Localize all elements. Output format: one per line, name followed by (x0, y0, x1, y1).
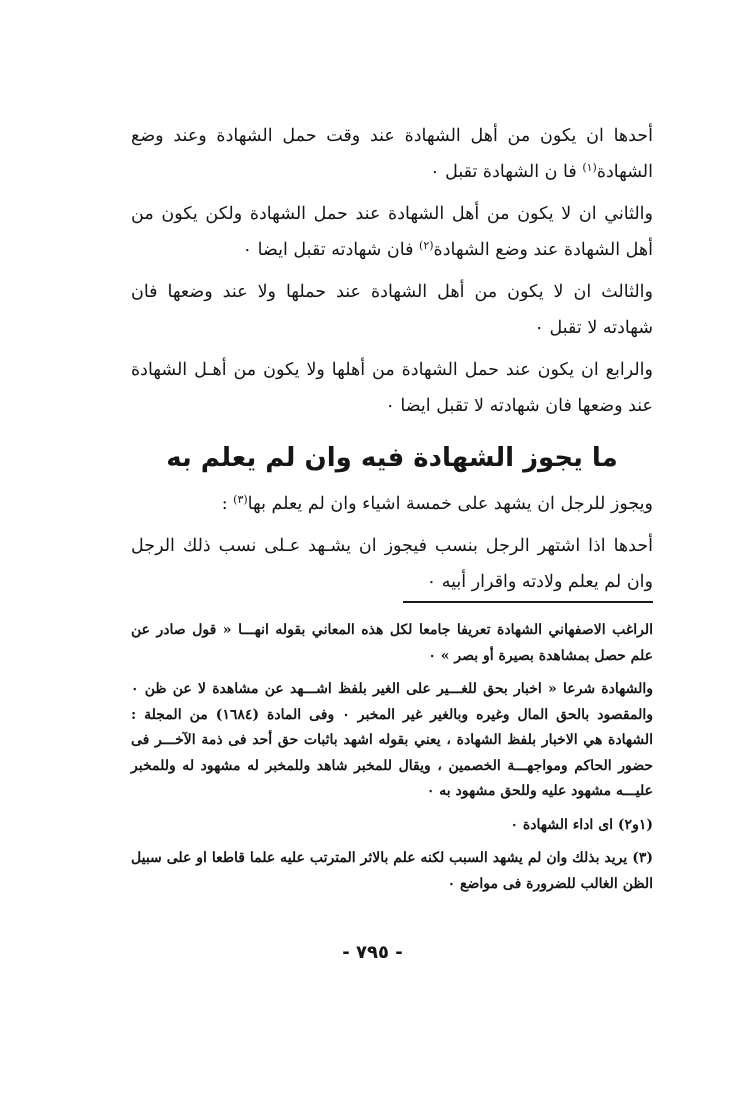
footnote-divider (403, 601, 653, 603)
paragraph-lineage: أحدها اذا اشتهر الرجل بنسب فيجوز ان يشـهد عـلى نسب ذلك الرجل وان لم يعلم ولادته واقرار أبيه ٠ (131, 536, 653, 592)
footnote-ref-1: (١) (582, 161, 597, 174)
paragraph-text-end: فان شهادته تقبل ايضا ٠ (242, 240, 420, 260)
footnote-legal-definition: والشهادة شرعا « اخبار بحق للغـــير على الغير بلفظ اشـــهد عن مشاهدة لا عن ظن ٠ والمقصود بالحق المال وغيره وبالغير غير المخبر ٠ وفى المادة (١٦٨٤) من المجلة : الشهادة هي الاخبار بلفظ الشهادة ، يعني بقوله اشهد باثبات حق أحد فى ذمة الآخـــر فى حضور الحاكم ومواجهـــة الخصمين ، ويقال للمخبر شاهد وللمخبر له مشهود له وللمخبر عليـــه مشهود عليه وللحق مشهود به ٠ (131, 681, 654, 799)
paragraph-text-end: : (221, 494, 234, 514)
paragraph-five-things (131, 486, 653, 522)
footnote-1-2: (١و٢) اى اداء الشهادة ٠ (510, 816, 653, 833)
paragraph-third-case: والثالث ان لا يكون من أهل الشهادة عند حملها ولا عند وضعها فان شهادته لا تقبل ٠ (131, 282, 653, 338)
paragraph-text: ويجوز للرجل ان يشهد على خمسة اشياء وان لم يعلم بها (247, 494, 653, 514)
footnotes (131, 618, 653, 905)
paragraph-fourth-case: والرابع ان يكون عند حمل الشهادة من أهلها ولا يكون من أهـل الشهادة عند وضعها فان شهادته لا تقبل ايضا ٠ (131, 360, 653, 416)
paragraph-second-case (131, 196, 653, 268)
paragraph-first-case (131, 118, 653, 190)
footnote-ref-3: (٣) (233, 493, 248, 506)
footnote-3: (٣) يريد بذلك وان لم يشهد السبب لكنه علم بالاثر المترتب عليه علما قاطعا او على سبيل الظن الغالب للضرورة فى مواضع ٠ (131, 850, 653, 892)
main-text (131, 118, 653, 606)
paragraph-text: أحدها ان يكون من أهل الشهادة عند وقت حمل الشهادة وعند وضع الشهادة (131, 126, 653, 182)
footnote-ref-2: (٢) (419, 239, 434, 252)
section-heading: ما يجوز الشهادة فيه وان لم يعلم به (166, 443, 618, 473)
paragraph-text-end: فا ن الشهادة تقبل ٠ (430, 162, 583, 182)
footnote-continued: الراغب الاصفهاني الشهادة تعريفا جامعا لكل هذه المعاني بقوله انهـــا « قول صادر عن علم حصل بمشاهدة بصيرة أو بصر » ٠ (131, 622, 653, 664)
page-number: - ٧٩٥ - (342, 942, 403, 963)
paragraph-text: والثاني ان لا يكون من أهل الشهادة عند حمل الشهادة ولكن يكون من أهل الشهادة عند وضع الشهادة (131, 204, 653, 260)
